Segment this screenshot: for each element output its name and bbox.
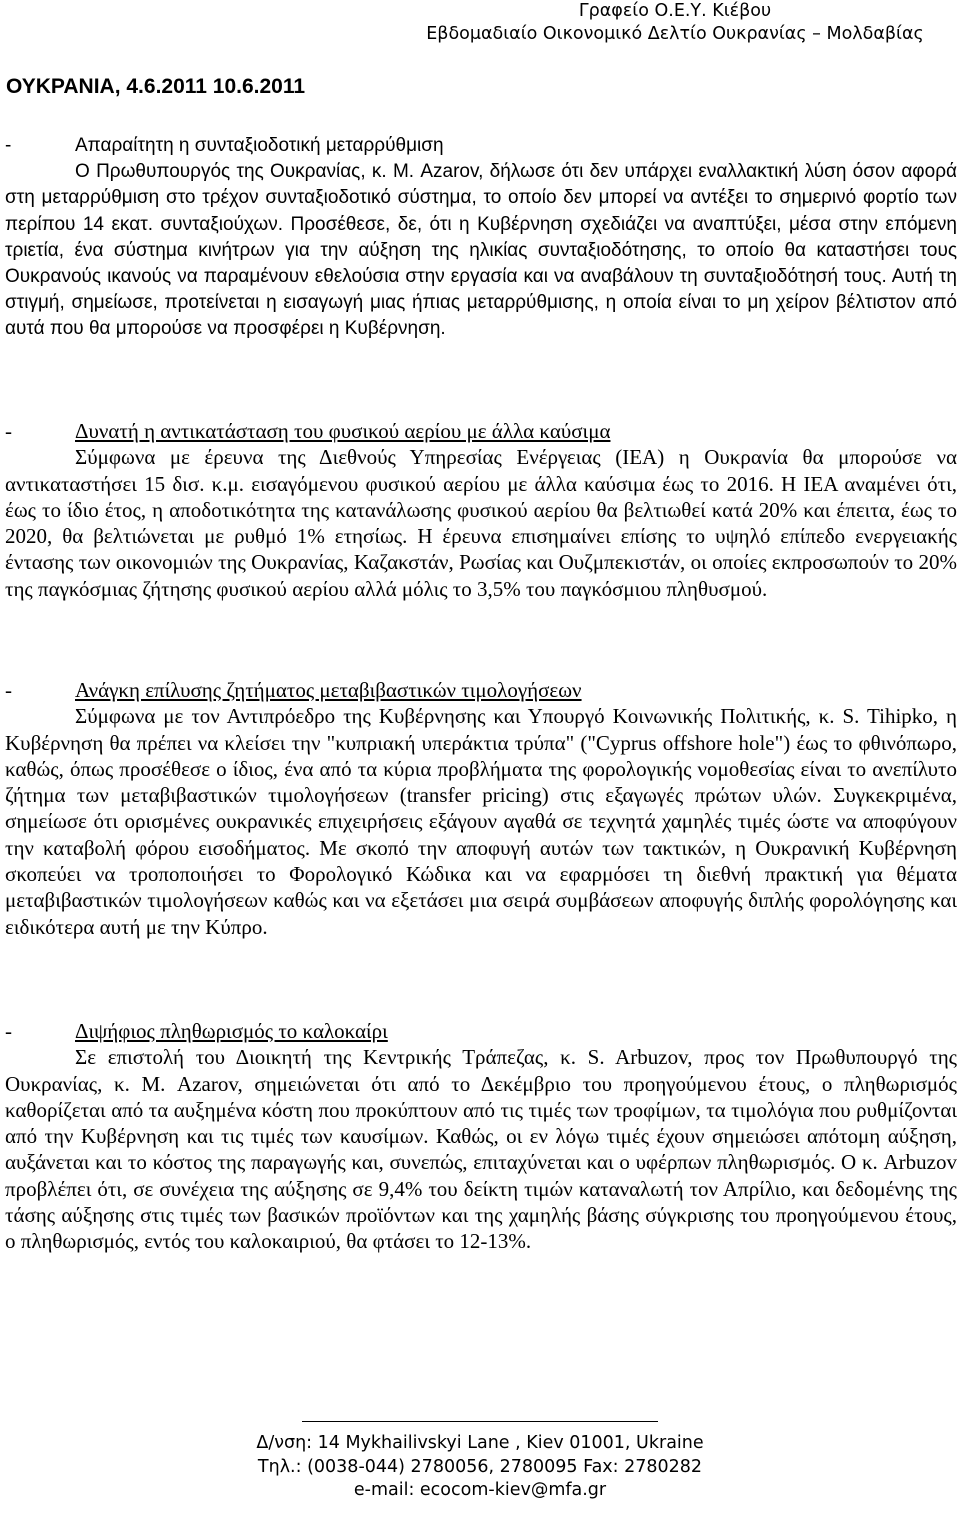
page-header	[415, 0, 935, 46]
section-heading: - Απαραίτητη η συνταξιοδοτική μεταρρύθμιση	[5, 135, 444, 156]
section-pension-reform	[5, 133, 957, 343]
section-heading: - Διψήφιος πληθωρισμός το καλοκαίρι	[5, 1019, 388, 1043]
footer-divider	[302, 1421, 658, 1422]
page-footer	[0, 1432, 960, 1503]
section-body: Ο Πρωθυπουργός της Ουκρανίας, κ. Μ. Azarov, δήλωσε ότι δεν υπάρχει εναλλακτική λύση όσον αφορά στη μεταρρύθμιση στο τρέχον συνταξιοδοτικό σύστημα, το οποίο δεν μπορεί να αντέξει το σημερινό φορτίο των περίπου 14 εκατ. συνταξιούχων. Προσέθεσε, δε, ότι η Κυβέρνηση σχεδιάζει να αναπτύξει, μέσα στην επόμενη τριετία, ένα σύστημα κινήτρων για την αύξηση της ηλικίας συνταξιοδότησης, το οποίο θα καταστήσει τους Ουκρανούς ικανούς να παραμένουν εθελούσια στην εργασία και να αναβάλουν τη συνταξιοδότησή τους. Αυτή τη στιγμή, σημείωσε, προτείνεται η εισαγωγή μιας ήπιας μεταρρύθμισης, η οποία είναι το μη χείρον βέλτιστον από αυτά που θα μπορούσε να προσφέρει η Κυβέρνηση.	[5, 161, 957, 340]
section-body: Σύμφωνα με τον Αντιπρόεδρο της Κυβέρνησης και Υπουργό Κοινωνικής Πολιτικής, κ. S. Tihipko, η Κυβέρνηση θα πρέπει να κλείσει την "κυπριακή υπεράκτια τρύπα" ("Cyprus offshore hole") έως το φθινόπωρο, καθώς, όπως προσέθεσε ο ίδιος, ένα από τα κύρια προβλήματα της φορολογικής νομοθεσίας είναι το ανεπίλυτο ζήτημα των μεταβιβαστικών τιμολογήσεων (transfer pricing) στις εξαγωγές πρώτων υλών. Συγκεκριμένα, σημείωσε ότι ορισμένες ουκρανικές επιχειρήσεις εξάγουν αγαθά σε τεχνητά χαμηλές τιμές ώστε να αποφύγουν την καταβολή φόρου εισοδήματος. Με σκοπό την αποφυγή αυτών των τακτικών, η Ουκρανική Κυβέρνηση σκοπεύει να τροποποιήσει το Φορολογικό Κώδικα και να εφαρμόσει τη διεθνή πρακτική για θέματα μεταβιβαστικών τιμολογήσεων καθώς και να εξετάσει μια σειρά συμβάσεων αποφυγής διπλής φορολόγησης και ειδικότερα αυτή με την Κύπρο.	[5, 704, 957, 939]
section-title: Απαραίτητη η συνταξιοδοτική μεταρρύθμιση	[75, 135, 444, 156]
section-title: Διψήφιος πληθωρισμός το καλοκαίρι	[75, 1019, 388, 1043]
date-line: ΟΥΚΡΑΝΙΑ, 4.6.2011 10.6.2011	[6, 75, 306, 98]
bulletin-title: Εβδομαδιαίο Οικονομικό Δελτίο Ουκρανίας – Μολδαβίας	[426, 24, 924, 44]
section-gas-substitution	[5, 418, 957, 602]
section-body: Σύμφωνα με έρευνα της Διεθνούς Υπηρεσίας Ενέργειας (ΙΕΑ) η Ουκρανία θα μπορούσε να αντικαταστήσει 15 δισ. κ.μ. εισαγόμενου φυσικού αερίου με άλλα καύσιμα έως το 2016. Η ΙΕΑ αναμένει ότι, έως το ίδιο έτος, η αποδοτικότητα της κατανάλωσης φυσικού αερίου θα βελτιωθεί κατά 20% και έπειτα, έως το 2020, θα βελτιώνεται με ρυθμό 1% ετησίως. Η έρευνα επισημαίνει επίσης το υψηλό επίπεδο ενεργειακής έντασης των οικονομιών της Ουκρανίας, Καζακστάν, Ρωσίας και Ουζμπεκιστάν, οι οποίες εκπροσωπούν το 20% της παγκόσμιας ζήτησης φυσικού αερίου αλλά μόλις το 3,5% του παγκόσμιου πληθυσμού.	[5, 445, 957, 601]
section-heading: - Ανάγκη επίλυσης ζητήματος μεταβιβαστικών τιμολογήσεων	[5, 678, 582, 702]
section-title: Δυνατή η αντικατάσταση του φυσικού αερίου με άλλα καύσιμα	[75, 419, 611, 443]
office-name: Γραφείο Ο.Ε.Υ. Κιέβου	[578, 1, 772, 21]
footer-address: Δ/νση: 14 Mykhailivskyi Lane , Kiev 01001, Ukraine	[256, 1433, 704, 1453]
section-body: Σε επιστολή του Διοικητή της Κεντρικής Τράπεζας, κ. S. Arbuzov, προς τον Πρωθυπουργό της Ουκρανίας, κ. Μ. Azarov, σημειώνεται ότι από το Δεκέμβριο του προηγούμενου έτους, ο πληθωρισμός καθορίζεται από τα αυξημένα κόστη που προκύπτουν από τις τιμές των τροφίμων, τα τιμολόγια που ρυθμίζονται από την Κυβέρνηση και τις τιμές των καυσίμων. Καθώς, οι εν λόγω τιμές έχουν σημειώσει απότομη αύξηση, αυξάνεται και το κόστος της παραγωγής και, συνεπώς, επιταχύνεται και ο υφέρπων πληθωρισμός. Ο κ. Arbuzov προβλέπει ότι, σε συνέχεια της αύξησης σε 9,4% του δείκτη τιμών καταναλωτή τον Απρίλιο, και δεδομένης της τάσης αύξησης στις τιμές των βασικών προϊόντων και της χαμηλής βάσης σύγκρισης του προηγούμενου έτους, ο πληθωρισμός, εντός του καλοκαιριού, θα φτάσει το 12-13%.	[5, 1045, 957, 1254]
footer-email: e-mail: ecocom-kiev@mfa.gr	[353, 1480, 607, 1500]
section-transfer-pricing	[5, 677, 957, 940]
section-heading: - Δυνατή η αντικατάσταση του φυσικού αερίου με άλλα καύσιμα	[5, 419, 611, 443]
section-inflation	[5, 1018, 957, 1255]
section-title: Ανάγκη επίλυσης ζητήματος μεταβιβαστικών τιμολογήσεων	[75, 678, 582, 702]
footer-phone: Τηλ.: (0038-044) 2780056, 2780095 Fax: 2780282	[257, 1456, 703, 1477]
